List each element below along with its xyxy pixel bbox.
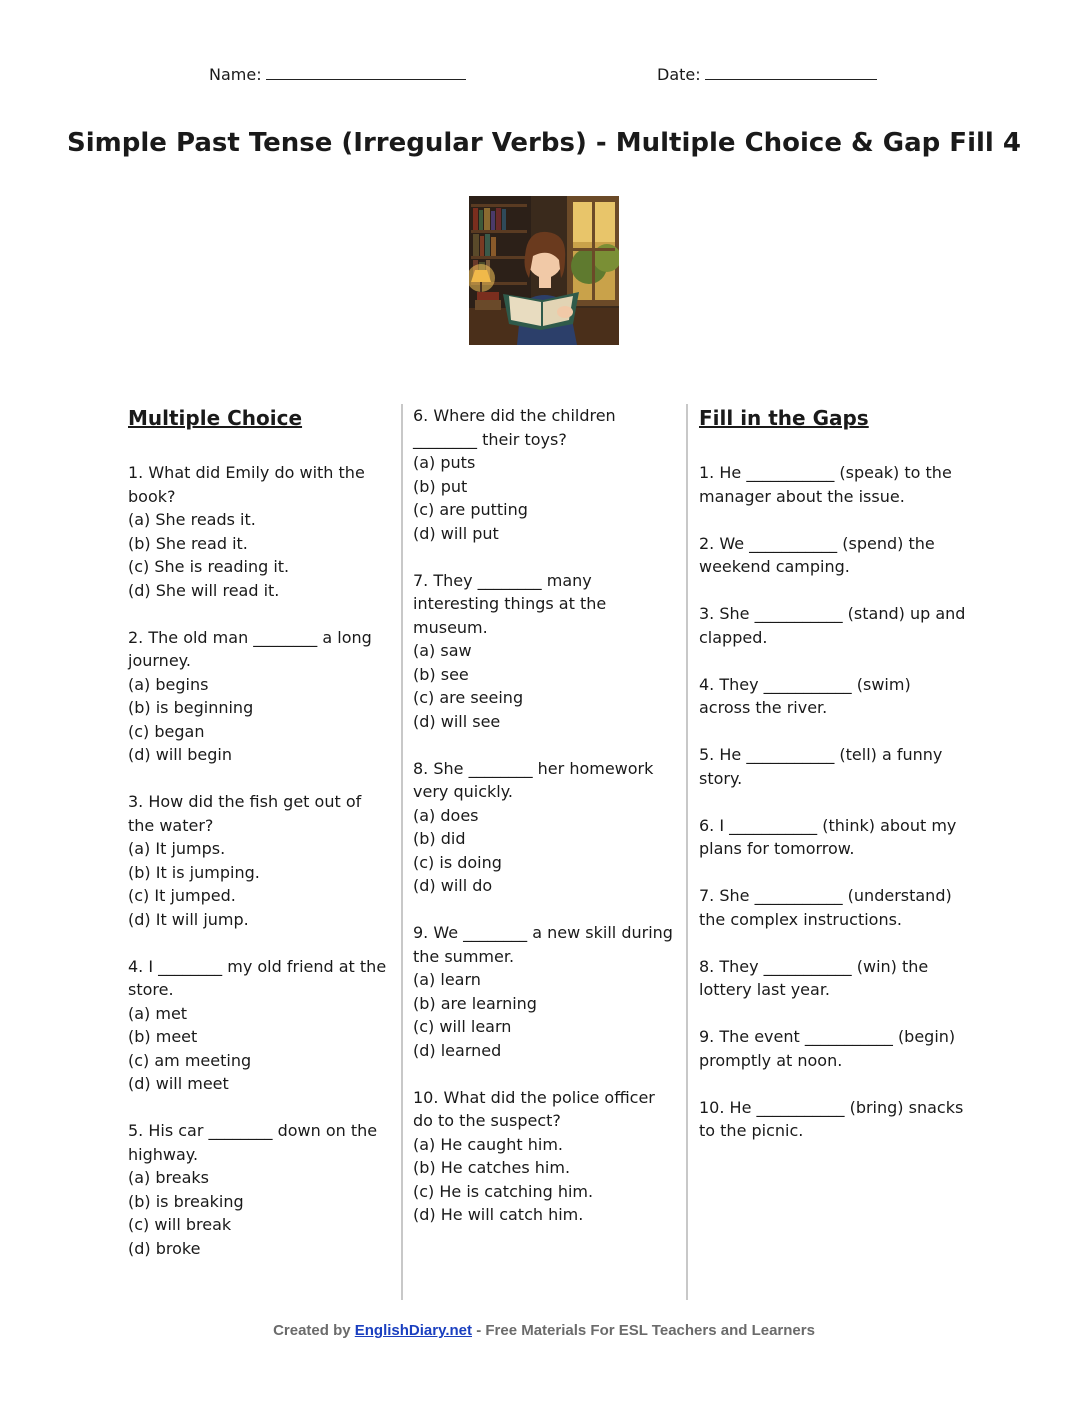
option-d[interactable]: (d) will meet <box>128 1074 229 1093</box>
question-1 <box>128 461 390 602</box>
option-b[interactable]: (b) see <box>413 664 469 684</box>
gap-item-6[interactable]: 6. I ___________ (think) about my plans for tomorrow. <box>699 815 957 858</box>
question-text: 1. What did Emily do with the book? <box>128 463 365 506</box>
option-a[interactable]: (a) He caught him. <box>413 1134 563 1154</box>
option-d[interactable]: (d) learned <box>413 1040 502 1060</box>
option-c[interactable]: (c) began <box>128 721 205 741</box>
footer-credit <box>0 1322 1088 1339</box>
gap-item-2[interactable]: 2. We ___________ (spend) the weekend camping. <box>699 533 935 576</box>
option-a[interactable]: (a) met <box>128 1003 188 1023</box>
option-d[interactable]: (d) He will catch him. <box>413 1205 584 1224</box>
option-a[interactable]: (a) learn <box>413 970 481 989</box>
gap-item-5[interactable]: 5. He ___________ (tell) a funny story. <box>699 745 943 788</box>
option-b[interactable]: (b) He catches him. <box>413 1158 571 1177</box>
option-a[interactable]: (a) It jumps. <box>128 839 226 858</box>
question-text: 9. We ________ a new skill during the summer. <box>413 923 673 966</box>
question-text: 6. Where did the children ________ their toys? <box>413 406 616 449</box>
option-c[interactable]: (c) are seeing <box>413 688 524 707</box>
option-b[interactable]: (b) are learning <box>413 993 537 1013</box>
name-label: Name: <box>209 65 262 84</box>
gap-fill-heading: Fill in the Gaps <box>699 406 869 430</box>
option-b[interactable]: (b) did <box>413 829 466 848</box>
question-8 <box>413 757 675 898</box>
multiple-choice-heading: Multiple Choice <box>128 406 303 430</box>
question-4 <box>128 955 390 1096</box>
question-text: 2. The old man ________ a long journey. <box>128 627 372 670</box>
question-9 <box>413 921 675 1062</box>
option-d[interactable]: (d) will see <box>413 711 501 731</box>
question-text: 7. They ________ many interesting things at the museum. <box>413 570 607 637</box>
question-10 <box>413 1086 675 1227</box>
option-c[interactable]: (c) She is reading it. <box>128 557 290 576</box>
option-b[interactable]: (b) put <box>413 476 468 496</box>
option-c[interactable]: (c) will break <box>128 1215 232 1234</box>
question-text: 4. I ________ my old friend at the store. <box>128 956 387 999</box>
option-a[interactable]: (a) does <box>413 805 479 825</box>
option-c[interactable]: (c) am meeting <box>128 1050 252 1070</box>
question-text: 8. She ________ her homework very quickly. <box>413 758 654 801</box>
option-b[interactable]: (b) meet <box>128 1027 198 1046</box>
question-2 <box>128 626 390 767</box>
gap-item-9[interactable]: 9. The event ___________ (begin) promptly at noon. <box>699 1027 956 1070</box>
gap-fill-column <box>699 404 967 1166</box>
date-field <box>657 64 877 84</box>
gap-item-8[interactable]: 8. They ___________ (win) the lottery last year. <box>699 956 929 999</box>
footer-suffix: - Free Materials For ESL Teachers and Learners <box>476 1322 815 1339</box>
option-d[interactable]: (d) will begin <box>128 745 232 764</box>
option-a[interactable]: (a) saw <box>413 641 472 660</box>
girl-reading-illustration <box>469 196 619 345</box>
name-blank-line[interactable] <box>266 64 466 80</box>
footer-link[interactable]: EnglishDiary.net <box>354 1322 473 1339</box>
option-b[interactable]: (b) is breaking <box>128 1191 244 1211</box>
gap-item-7[interactable]: 7. She ___________ (understand) the complex instructions. <box>699 886 952 929</box>
date-blank-line[interactable] <box>705 64 877 80</box>
gap-item-1[interactable]: 1. He ___________ (speak) to the manager about the issue. <box>699 463 952 506</box>
gap-item-4[interactable]: 4. They ___________ (swim) across the river. <box>699 674 911 717</box>
multiple-choice-column-1 <box>128 404 390 1284</box>
option-d[interactable]: (d) will put <box>413 523 499 543</box>
option-a[interactable]: (a) She reads it. <box>128 510 256 529</box>
option-c[interactable]: (c) will learn <box>413 1017 512 1036</box>
option-c[interactable]: (c) is doing <box>413 852 502 872</box>
date-label: Date: <box>657 65 701 84</box>
option-d[interactable]: (d) will do <box>413 876 493 895</box>
option-c[interactable]: (c) He is catching him. <box>413 1181 594 1201</box>
multiple-choice-column-2 <box>413 404 675 1250</box>
question-6 <box>413 404 675 545</box>
question-7 <box>413 569 675 734</box>
name-field <box>209 64 466 84</box>
option-a[interactable]: (a) breaks <box>128 1168 210 1187</box>
option-d[interactable]: (d) She will read it. <box>128 580 280 600</box>
page-title: Simple Past Tense (Irregular Verbs) - Multiple Choice & Gap Fill 4 <box>67 128 1021 158</box>
option-d[interactable]: (d) broke <box>128 1238 201 1258</box>
column-divider-right <box>686 404 688 1300</box>
option-c[interactable]: (c) It jumped. <box>128 886 236 905</box>
worksheet-illustration <box>469 196 619 345</box>
option-a[interactable]: (a) begins <box>128 674 209 694</box>
gap-item-3[interactable]: 3. She ___________ (stand) up and clapped. <box>699 604 966 647</box>
question-text: 3. How did the fish get out of the water? <box>128 792 362 835</box>
option-b[interactable]: (b) She read it. <box>128 533 248 553</box>
question-text: 10. What did the police officer do to the suspect? <box>413 1087 655 1130</box>
option-a[interactable]: (a) puts <box>413 453 476 472</box>
footer-prefix: Created by <box>273 1322 351 1339</box>
option-d[interactable]: (d) It will jump. <box>128 909 249 929</box>
column-divider-left <box>401 404 403 1300</box>
question-3 <box>128 790 390 931</box>
question-5 <box>128 1119 390 1260</box>
option-b[interactable]: (b) is beginning <box>128 698 254 717</box>
option-c[interactable]: (c) are putting <box>413 500 528 519</box>
question-text: 5. His car ________ down on the highway. <box>128 1121 378 1164</box>
gap-item-10[interactable]: 10. He ___________ (bring) snacks to the picnic. <box>699 1097 964 1140</box>
option-b[interactable]: (b) It is jumping. <box>128 862 260 882</box>
